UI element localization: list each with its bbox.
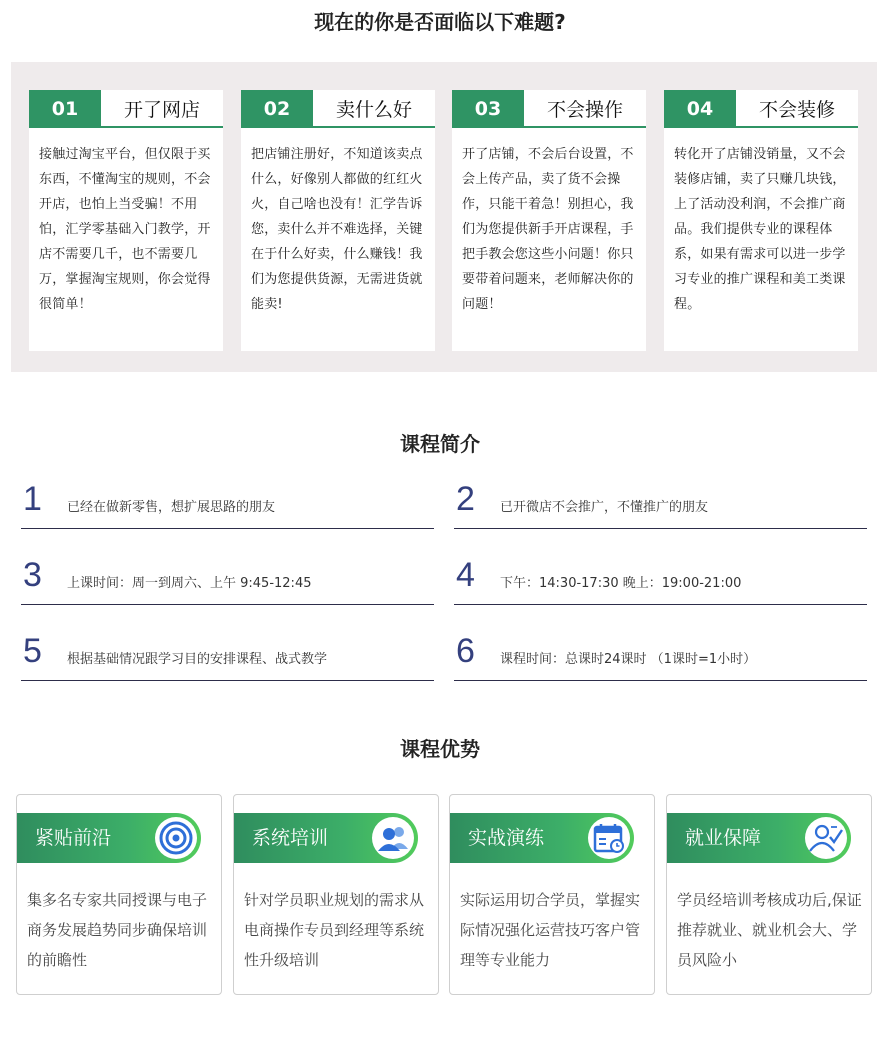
intro-item-5 — [21, 634, 434, 681]
intro-text: 上课时间：周一到周六、上午 9:45-12:45 — [67, 576, 312, 591]
advantage-banner — [667, 813, 851, 863]
intro-number: 2 — [456, 480, 475, 518]
problem-number: 01 — [29, 90, 101, 128]
advantage-card-3 — [449, 794, 655, 995]
advantage-banner — [17, 813, 201, 863]
intro-number: 4 — [456, 556, 475, 594]
users-icon — [372, 817, 414, 859]
intro-number: 3 — [23, 556, 42, 594]
intro-item-3 — [21, 558, 434, 605]
problem-card-3 — [452, 90, 646, 351]
advantage-label: 就业保障 — [685, 827, 762, 849]
problem-name: 卖什么好 — [313, 90, 435, 128]
problem-number: 02 — [241, 90, 313, 128]
problem-number: 03 — [452, 90, 524, 128]
advantage-banner — [450, 813, 634, 863]
intro-number: 1 — [23, 480, 42, 518]
problem-text: 开了店铺，不会后台设置，不会上传产品，卖了货不会操作，只能干着急！别担心，我们为您提供新手开店课程，手把手教会您这些小问题！你只要带着问题来，老师解决你的问题！ — [462, 147, 634, 312]
advantage-text: 实际运用切合学员，掌握实际情况强化运营技巧客户管理等专业能力 — [460, 891, 641, 969]
intro-number: 6 — [456, 632, 475, 670]
advantage-banner — [234, 813, 418, 863]
intro-text: 下午：14:30-17:30 晚上：19:00-21:00 — [500, 576, 742, 591]
advantage-label: 系统培训 — [252, 827, 329, 849]
calendar-icon — [588, 817, 630, 859]
advantage-text: 学员经培训考核成功后,保证推荐就业、就业机会大、学员风险小 — [677, 891, 862, 969]
advantage-card-2 — [233, 794, 439, 995]
problem-name: 开了网店 — [101, 90, 223, 128]
intro-item-4 — [454, 558, 867, 605]
intro-text: 已经在做新零售，想扩展思路的朋友 — [67, 500, 276, 515]
advantage-label: 实战演练 — [468, 827, 545, 849]
intro-item-1 — [21, 482, 434, 529]
problem-text: 转化开了店铺没销量，又不会装修店铺，卖了只赚几块钱，上了活动没利润，不会推广商品。我们提供专业的课程体系，如果有需求可以进一步学习专业的推广课程和美工类课程。 — [674, 147, 846, 312]
problem-text: 接触过淘宝平台，但仅限于买东西，不懂淘宝的规则，不会开店，也怕上当受骗！不用怕，汇学零基础入门教学，开店不需要几千，也不需要几万，掌握淘宝规则，你会觉得很简单！ — [39, 147, 211, 312]
problem-card-4 — [664, 90, 858, 351]
advantage-text: 集多名专家共同授课与电子商务发展趋势同步确保培训的前瞻性 — [27, 891, 208, 969]
target-icon — [155, 817, 197, 859]
intro-text: 已开微店不会推广，不懂推广的朋友 — [500, 500, 709, 515]
intro-number: 5 — [23, 632, 42, 670]
problem-text: 把店铺注册好，不知道该卖点什么，好像别人都做的红红火火，自己啥也没有！汇学告诉您，卖什么并不难选择，关键在于什么好卖，什么赚钱！我们为您提供货源，无需进货就能卖! — [251, 147, 423, 312]
problem-name: 不会操作 — [524, 90, 646, 128]
problem-card-2 — [241, 90, 435, 351]
advantage-card-1 — [16, 794, 222, 995]
advantages-title: 课程优势 — [400, 737, 480, 761]
intro-text: 根据基础情况跟学习目的安排课程、战式教学 — [67, 652, 328, 667]
intro-item-6 — [454, 634, 867, 681]
advantage-label: 紧贴前沿 — [35, 827, 112, 849]
problem-card-1 — [29, 90, 223, 351]
person-check-icon — [805, 817, 847, 859]
problems-title: 现在的你是否面临以下难题? — [314, 10, 566, 34]
advantage-card-4 — [666, 794, 872, 995]
intro-title: 课程简介 — [400, 432, 480, 456]
problem-number: 04 — [664, 90, 736, 128]
intro-item-2 — [454, 482, 867, 529]
advantage-text: 针对学员职业规划的需求从电商操作专员到经理等系统性升级培训 — [244, 891, 425, 969]
problem-name: 不会装修 — [736, 90, 858, 128]
problems-panel — [11, 62, 877, 372]
intro-text: 课程时间：总课时24课时 （1课时=1小时） — [500, 652, 757, 667]
